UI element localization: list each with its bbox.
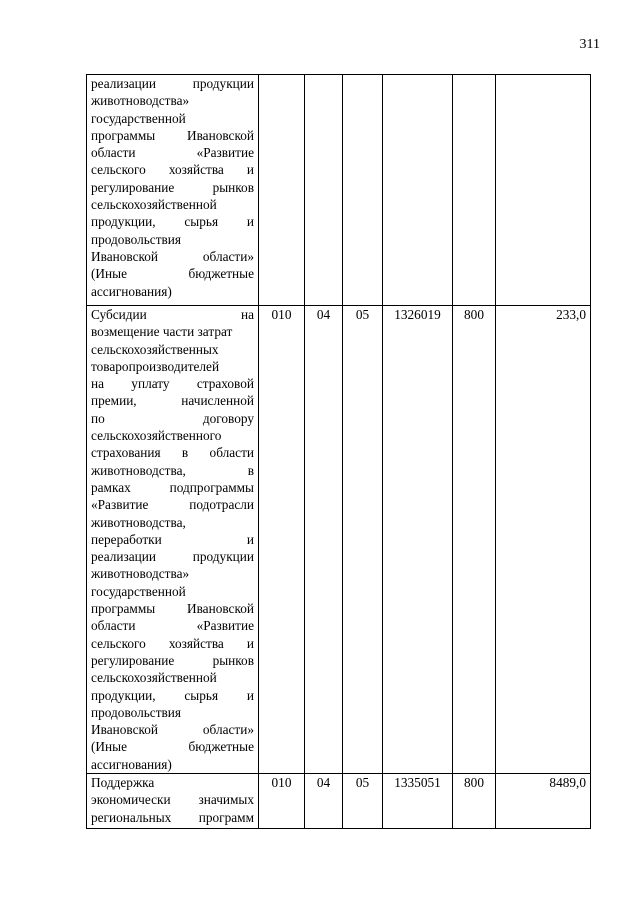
description-line: возмещение части затрат <box>91 324 233 340</box>
description-line: Ивановской области» <box>91 722 254 738</box>
row-description <box>87 774 259 829</box>
ministry-code-cell: 010 <box>259 306 305 774</box>
description-line: реализации продукции <box>91 549 254 565</box>
description-line: на уплату страховой <box>91 376 254 392</box>
description-line: рамках подпрограммы <box>91 479 254 495</box>
ministry-code-cell <box>259 75 305 306</box>
description-line: продукции, сырья и <box>91 214 254 230</box>
description-line: сельскохозяйственной <box>91 670 217 686</box>
description-line: сельскохозяйственной <box>91 197 217 213</box>
subsection-code-cell: 05 <box>343 306 383 774</box>
ministry-code-cell: 010 <box>259 774 305 829</box>
description-line: животноводства, <box>91 514 186 530</box>
description-line: (Иные бюджетные <box>91 266 254 282</box>
description-line: Поддержка <box>91 775 155 791</box>
description-line: регулирование рынков <box>91 652 254 668</box>
description-line: страхования в области <box>91 445 254 461</box>
description-line: сельскохозяйственных <box>91 341 219 357</box>
description-line: региональных программ <box>91 809 254 825</box>
section-code-cell: 04 <box>305 774 343 829</box>
row-description <box>87 306 259 774</box>
target-code-cell <box>383 75 453 306</box>
target-code-cell: 1326019 <box>383 306 453 774</box>
expense-type-cell: 800 <box>453 774 496 829</box>
description-line: по договору <box>91 410 254 426</box>
table-row <box>87 75 591 306</box>
description-line: продукции, сырья и <box>91 687 254 703</box>
page-number: 311 <box>579 37 600 52</box>
section-code-cell <box>305 75 343 306</box>
target-code-cell: 1335051 <box>383 774 453 829</box>
description-line: животноводства» <box>91 566 190 582</box>
description-line: государственной <box>91 583 186 599</box>
subsection-code-cell: 05 <box>343 774 383 829</box>
description-line: реализации продукции <box>91 76 254 91</box>
amount-cell <box>496 75 591 306</box>
description-line: сельского хозяйства и <box>91 635 254 651</box>
description-line: области «Развитие <box>91 618 254 634</box>
description-line: продовольствия <box>91 231 182 247</box>
description-line: животноводства, в <box>91 462 254 478</box>
description-line: программы Ивановской <box>91 127 254 143</box>
description-line: сельского хозяйства и <box>91 162 254 178</box>
description-line: «Развитие подотрасли <box>91 497 254 513</box>
description-line: сельскохозяйственного <box>91 428 222 444</box>
description-line: области «Развитие <box>91 145 254 161</box>
description-line: Ивановской области» <box>91 248 254 264</box>
row-description <box>87 75 259 306</box>
amount-cell: 8489,0 <box>496 774 591 829</box>
description-line: ассигнования) <box>91 756 172 772</box>
table-row <box>87 774 591 829</box>
description-line: переработки и <box>91 531 254 547</box>
section-code-cell: 04 <box>305 306 343 774</box>
expense-type-cell <box>453 75 496 306</box>
description-line: продовольствия <box>91 704 182 720</box>
description-line: премии, начисленной <box>91 393 254 409</box>
amount-cell: 233,0 <box>496 306 591 774</box>
budget-table <box>86 74 591 829</box>
description-line: животноводства» <box>91 93 190 109</box>
expense-type-cell: 800 <box>453 306 496 774</box>
subsection-code-cell <box>343 75 383 306</box>
description-line: экономически значимых <box>91 792 254 808</box>
description-line: регулирование рынков <box>91 179 254 195</box>
description-line: программы Ивановской <box>91 601 254 617</box>
description-line: товаропроизводителей <box>91 358 220 374</box>
description-line: (Иные бюджетные <box>91 739 254 755</box>
description-line: государственной <box>91 110 186 126</box>
table-row <box>87 306 591 774</box>
description-line: ассигнования) <box>91 283 172 299</box>
description-line: Субсидии на <box>91 307 254 322</box>
